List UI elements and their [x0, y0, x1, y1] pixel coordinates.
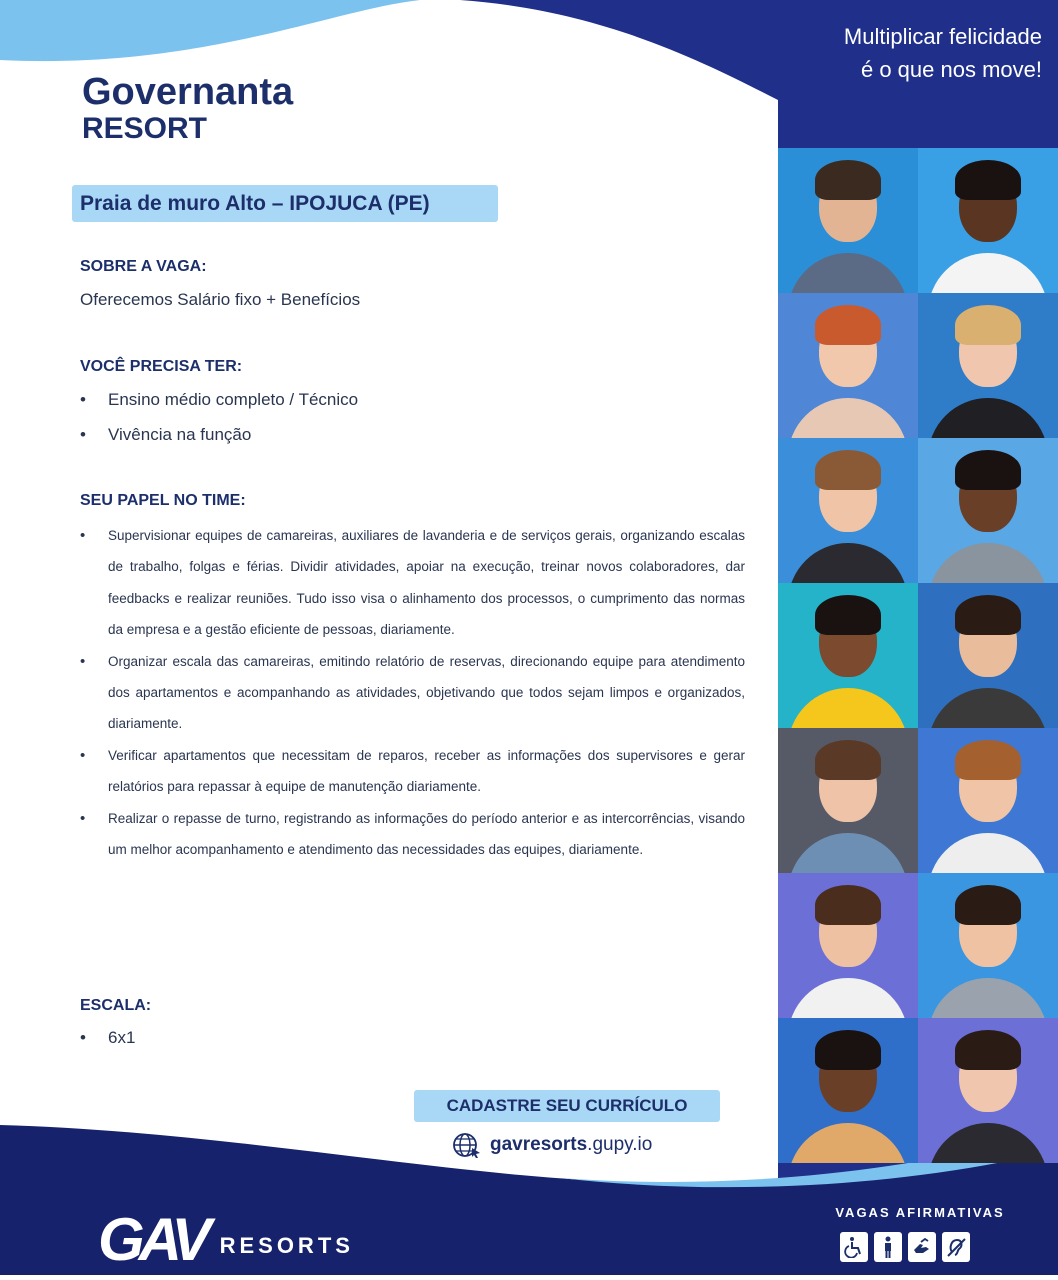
location-badge: Praia de muro Alto – IPOJUCA (PE) — [72, 185, 498, 222]
logo-mark: GAV — [98, 1205, 206, 1273]
hearing-icon — [942, 1232, 970, 1262]
website-domain: gavresorts — [490, 1134, 588, 1155]
requirements-heading: VOCÊ PRECISA TER: — [80, 358, 243, 375]
portrait-photo — [918, 148, 1058, 293]
gav-resorts-logo — [98, 1204, 354, 1274]
role-list — [80, 520, 745, 865]
person-icon — [874, 1232, 902, 1262]
globe-icon — [452, 1132, 482, 1158]
portrait-photo — [778, 1018, 918, 1163]
schedule-heading: ESCALA: — [80, 997, 152, 1014]
portrait-photo — [918, 438, 1058, 583]
portrait-photo — [778, 438, 918, 583]
about-text: Oferecemos Salário fixo + Benefícios — [80, 290, 361, 309]
tagline-line-2: é o que nos move! — [860, 57, 1042, 82]
portrait-photo — [918, 873, 1058, 1018]
role-heading: SEU PAPEL NO TIME: — [80, 492, 246, 509]
tagline — [742, 20, 1042, 86]
role-item: • Supervisionar equipes de camareiras, auxiliares de lavanderia e de serviços gerais, organizando escalas de trabalho, folgas e férias. Dividir atividades, apoiar na execução, treinar novos colaboradores, dar feedbacks e realizar reuniões. Tudo isso visa o alinhamento dos processos, o cumprimento das normas da empresa e a gestão eficiente de pessoas, diariamente. — [80, 520, 745, 646]
logo-text: RESORTS — [219, 1233, 354, 1258]
tagline-line-1: Multiplicar felicidade — [843, 24, 1042, 49]
portrait-photo — [918, 583, 1058, 728]
wheelchair-icon — [840, 1232, 868, 1262]
website-suffix: .gupy.io — [587, 1134, 653, 1155]
portrait-photo — [778, 583, 918, 728]
affirmative-icons — [840, 1232, 970, 1262]
sign-language-icon — [908, 1232, 936, 1262]
job-subtitle: RESORT — [82, 112, 208, 145]
portrait-photo — [778, 728, 918, 873]
about-heading: SOBRE A VAGA: — [80, 258, 207, 275]
portrait-photo — [778, 873, 918, 1018]
affirmative-label: VAGAS AFIRMATIVAS — [835, 1205, 1005, 1220]
portrait-photo — [778, 293, 918, 438]
portrait-grid — [778, 148, 1058, 1168]
role-item: • Verificar apartamentos que necessitam de reparos, receber as informações dos supervisores e gerar relatórios para repassar à equipe de manutenção diariamente. — [80, 740, 745, 803]
website-link[interactable] — [452, 1130, 652, 1160]
job-title: Governanta — [82, 71, 294, 113]
role-item: • Organizar escala das camareiras, emitindo relatório de reservas, direcionando equipe para atendimento dos apartamentos e acompanhando as atividades, objetivando que todos sejam limpos e organizados, diariamente. — [80, 646, 745, 740]
portrait-photo — [778, 148, 918, 293]
portrait-photo — [918, 293, 1058, 438]
portrait-photo — [918, 728, 1058, 873]
register-resume-button[interactable]: CADASTRE SEU CURRÍCULO — [414, 1090, 720, 1122]
portrait-photo — [918, 1018, 1058, 1163]
role-item: • Realizar o repasse de turno, registrando as informações do período anterior e as intercorrências, visando um melhor acompanhamento e atendimento das necessidades das equipes, diariamente. — [80, 803, 745, 866]
